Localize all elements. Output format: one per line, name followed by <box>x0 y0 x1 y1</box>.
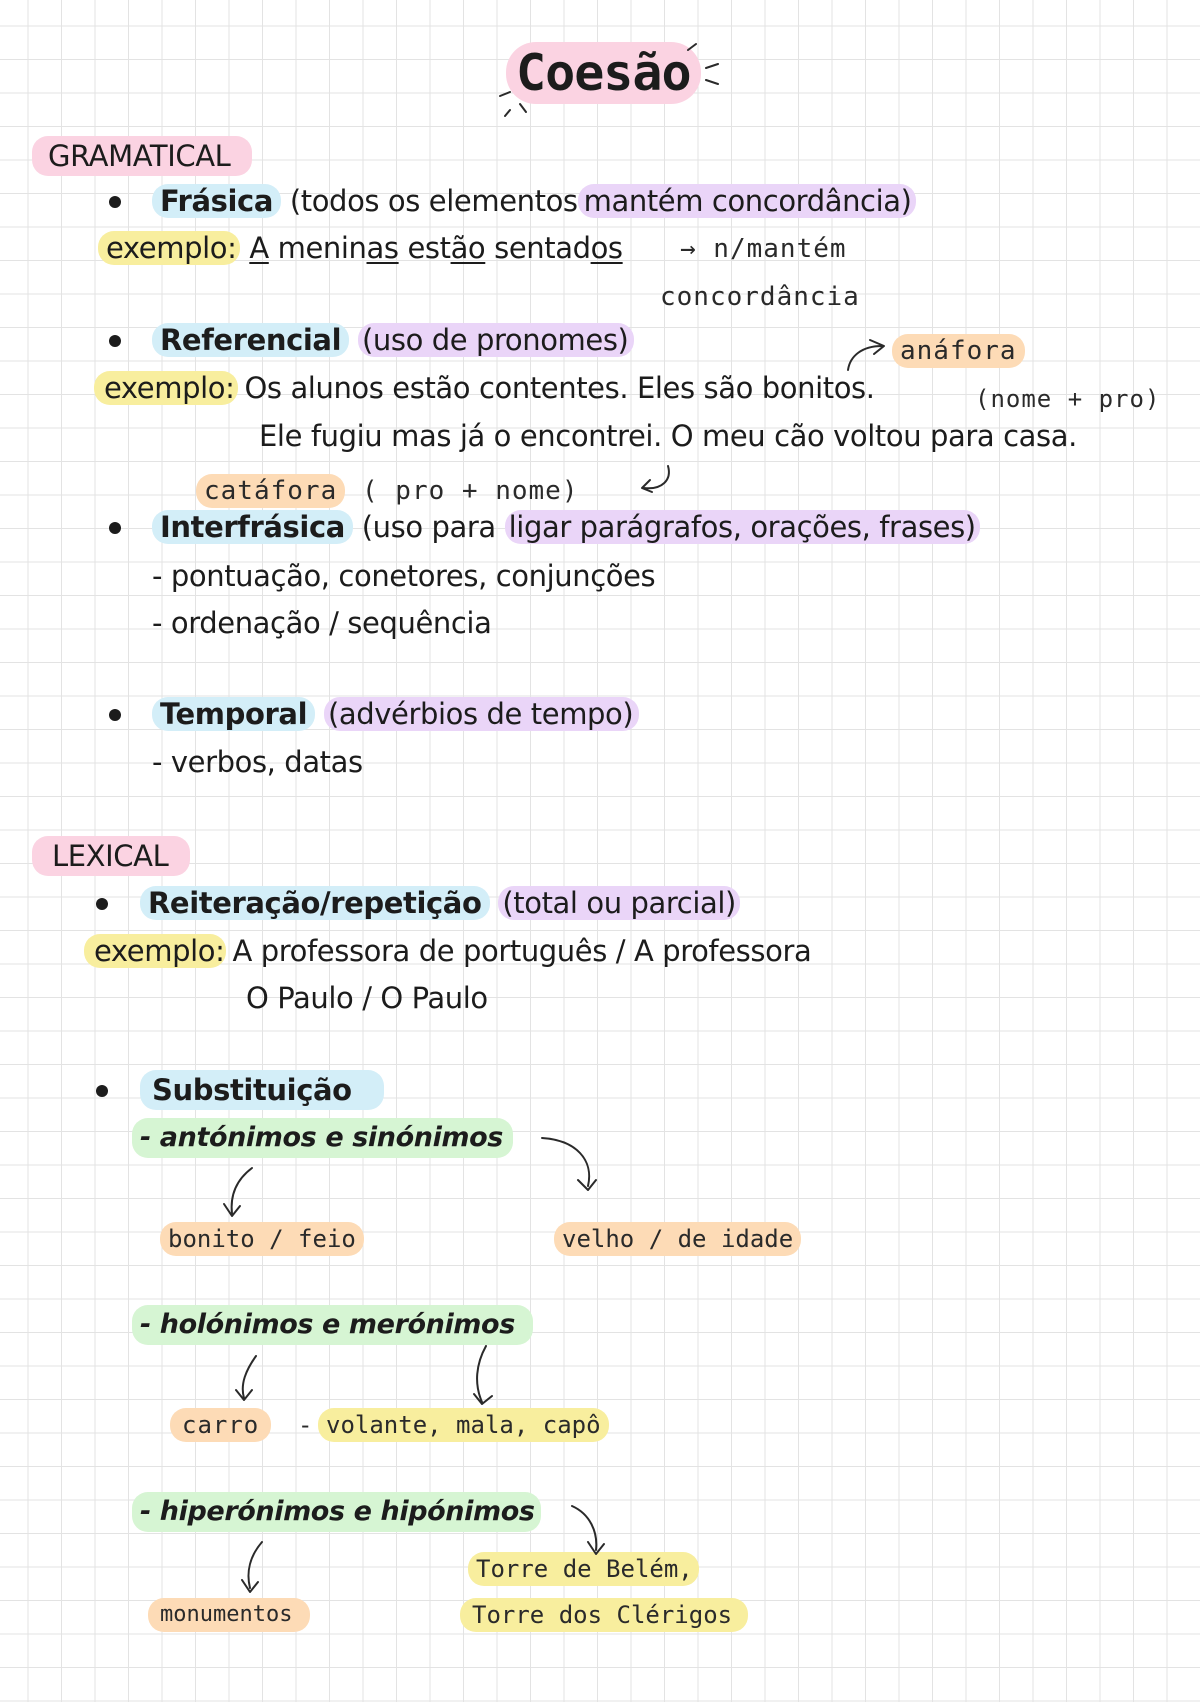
subtype-hiperonimos: - hiperónimos e hipónimos <box>132 1492 541 1532</box>
list-item: - verbos, datas <box>152 745 363 779</box>
example-label: exemplo: <box>98 231 240 265</box>
handwritten-note: concordância <box>660 282 860 312</box>
handwritten-example: Torre dos Clérigos <box>460 1598 748 1632</box>
example-label: exemplo: <box>94 371 238 405</box>
arrow-hiperonimos-right <box>572 1506 604 1554</box>
example-text: A professora de português / A professora <box>232 934 812 968</box>
arrow-holonimos-right <box>474 1346 492 1404</box>
term-frasica: Frásica <box>152 184 281 218</box>
arrow-antonimos-left <box>224 1168 252 1216</box>
example-text: Os alunos estão contentes. Eles são bonitos. <box>244 371 875 405</box>
handwritten-note: ( pro + nome) <box>362 476 579 506</box>
referencial-example-line2: Ele fugiu mas já o encontrei. O meu cão voltou para casa. <box>259 419 1077 453</box>
arrow-holonimos-left <box>236 1356 256 1400</box>
handwritten-note: → n/mantém <box>680 234 847 264</box>
reiteracao-paren: (total ou parcial) <box>498 886 740 920</box>
referencial-paren: (uso de pronomes) <box>358 323 635 357</box>
example-word: sentados <box>494 231 623 265</box>
term-temporal: Temporal <box>152 697 315 731</box>
list-item: - pontuação, conetores, conjunções <box>152 559 656 593</box>
subtype-antonimos: - antónimos e sinónimos <box>132 1118 513 1158</box>
page-title: Coesão <box>516 44 691 102</box>
handwritten-example: carro <box>170 1408 271 1442</box>
handwritten-catafora: catáfora <box>196 474 345 508</box>
section-heading-lexical: LEXICAL <box>32 836 190 876</box>
term-interfrasica: Interfrásica <box>152 510 353 544</box>
handwritten-example: velho / de idade <box>554 1222 801 1256</box>
temporal-paren: (advérbios de tempo) <box>324 697 639 731</box>
handwritten-anafora: anáfora <box>892 334 1025 368</box>
arrow-catafora <box>642 466 669 492</box>
term-referencial: Referencial <box>152 323 349 357</box>
arrow-antonimos-right <box>542 1138 596 1190</box>
sparkle-mark <box>500 44 718 116</box>
interfrasica-paren-highlight: ligar parágrafos, orações, frases) <box>505 510 980 544</box>
section-heading-gramatical: GRAMATICAL <box>32 136 252 176</box>
frasica-paren-open: (todos os elementos <box>289 184 578 218</box>
handwritten-example: Torre de Belém, <box>468 1552 699 1586</box>
term-substituicao: Substituição <box>140 1070 384 1110</box>
example-label: exemplo: <box>84 934 226 968</box>
reiteracao-example-line2: O Paulo / O Paulo <box>246 981 488 1015</box>
subtype-holonimos: - holónimos e merónimos <box>132 1305 533 1345</box>
example-word: meninas <box>277 231 399 265</box>
example-word: A <box>249 231 269 265</box>
arrow-anafora <box>848 340 884 370</box>
interfrasica-paren-open: (uso para <box>361 510 496 544</box>
frasica-paren-highlight: mantém concordância) <box>578 184 916 218</box>
list-item: - ordenação / sequência <box>152 606 492 640</box>
term-reiteracao: Reiteração/repetição <box>140 886 490 920</box>
arrow-hiperonimos-left <box>242 1542 262 1592</box>
handwritten-note: (nome + pro) <box>975 385 1161 413</box>
handwritten-dash: - <box>298 1411 314 1439</box>
handwritten-example: monumentos <box>148 1598 310 1632</box>
handwritten-example: volante, mala, capô <box>318 1408 609 1442</box>
example-word: estão <box>407 231 486 265</box>
handwritten-example: bonito / feio <box>160 1222 364 1256</box>
